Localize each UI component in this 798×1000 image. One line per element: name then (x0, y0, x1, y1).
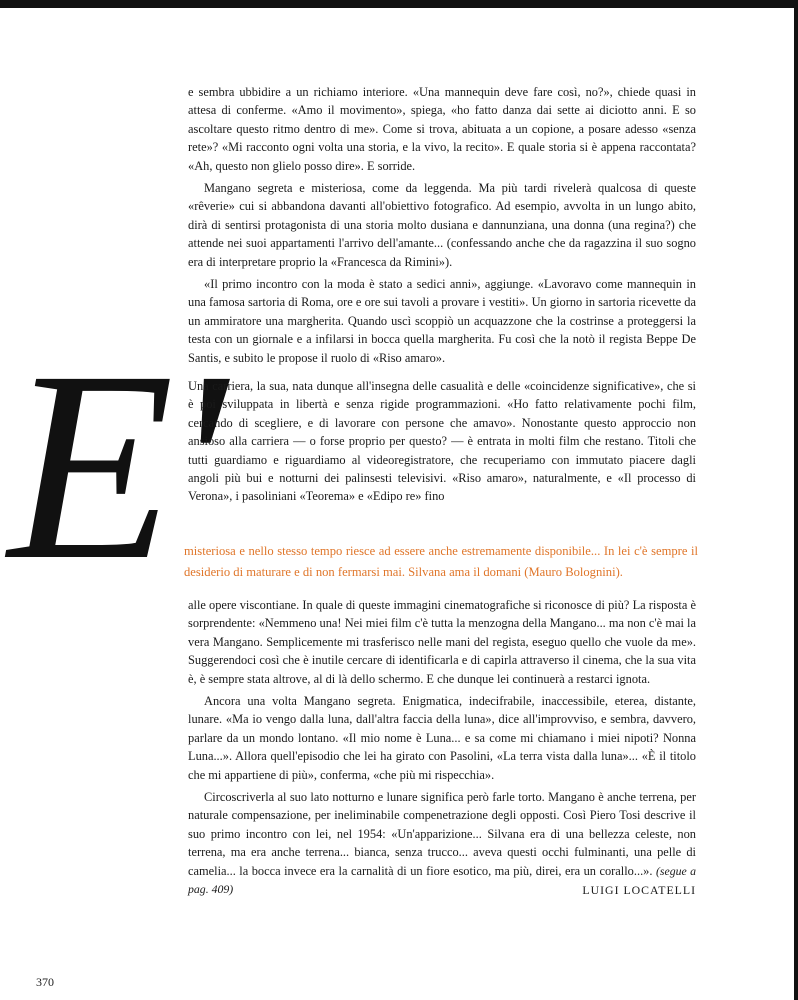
article-paragraph: Ancora una volta Mangano segreta. Enigmatica, indecifrabile, inaccessibile, eterea, distante, lunare. «Ma io vengo dalla luna, dall'altra faccia della luna», dice all'improvviso, e sembra, davvero, parlare da un mondo lontano. «Il mio nome è Luna... e sa come mi chiamano i miei nipoti? Nonna Luna...». Allora quell'episodio che lei ha girato con Pasolini, «La terra vista dalla luna»... «È il titolo che mi appartiene di più», conferma, «che più mi rispecchia». (188, 694, 696, 782)
article-paragraph: e sembra ubbidire a un richiamo interiore. «Una mannequin deve fare così, no?», chiede quasi in attesa di conferme. «Amo il movimento», spiega, «ho fatto danza dai sette ai diciotto anni. E so ascoltare questo ritmo dentro di me». Come si trova, abituata a un copione, a posare adesso «senza rete»? «Mi racconto ogni volta una storia, e la vivo, la recito». E quale storia si è appena raccontata? «Ah, questo non glielo posso dire». E sorride. (188, 85, 696, 173)
author-name: LUIGI LOCATELLI (582, 882, 696, 897)
article-paragraph: alle opere viscontiane. In quale di queste immagini cinematografiche si riconosce di più? La risposta è sorprendente: «Nemmeno una! Nei miei film c'è tutta la menzogna della Mangano... ma non c'è mai la vera Mangano. Semplicemente mi trasferisco nelle mani del regista, eseguo quello che vuole da me». Suggerendoci così che è inutile cercare di identificarla e di capirla attraverso il cinema, che la sua vita è, è sempre stata altrove, al di là dello schermo. E che dunque lei continuerà a restarci ignota. (188, 598, 696, 686)
article-bottom-block (188, 596, 696, 899)
pull-quote-text: misteriosa e nello stesso tempo riesce ad essere anche estremamente disponibile... In lei c'è sempre il desiderio di maturare e di non fermarsi mai. Silvana ama il domani (Mauro Bolognini). (184, 544, 698, 579)
article-paragraph: Una carriera, la sua, nata dunque all'insegna delle casualità e delle «coincidenze significative», che si è poi sviluppata in libertà e senza rigide programmazioni. «Ho fatto relativamente pochi film, cercando di scegliere, e di lavorare con persone che amavo». Nonostante questo approccio non ansioso alla carriera — o forse proprio per questo? — è entrata in molti film che restano. Titoli che tutti guardiamo e riguardiamo al videoregistratore, che recuperiamo con immutato piacere dagli angoli più bui e notturni dei palinsesti televisivi. «Riso amaro», naturalmente, e «Il processo di Verona», i pasoliniani «Teorema» e «Edipo re» fino (188, 379, 696, 504)
page-top-border (0, 0, 798, 8)
article-side-block (188, 377, 696, 506)
article-paragraph: Mangano segreta e misteriosa, come da leggenda. Ma più tardi rivelerà qualcosa di queste «rêverie» cui si abbandona davanti all'obiettivo fotografico. Ad esempio, avvolta in un lungo abito, dirà di sentirsi protagonista di una storia molto dusiana e dannunziana, una donna (una regina?) che attende nei suoi appartamenti l'arrivo dell'amante... (confessando anche che da ragazzina il suo sogno era di interpretare proprio la «Francesca da Rimini»). (188, 181, 696, 269)
drop-cap-letter: E' (8, 315, 221, 616)
continuation-note: (segue a pag. 409) (188, 863, 696, 897)
page-right-border (794, 0, 798, 1000)
article-paragraph: «Il primo incontro con la moda è stato a sedici anni», aggiunge. «Lavoravo come mannequin in una famosa sartoria di Roma, ore e ore sui tavoli a provare i vestiti». Un giorno in sartoria ricevette da un ammiratore una margherita. Quando uscì scoppiò un acquazzone che la costrinse a proteggersi la testa con un giornale e a infilarsi in bocca quella margherita. Fu così che la notò il regista Beppe De Santis, e subito le propose il ruolo di «Riso amaro». (188, 277, 696, 365)
article-paragraph-text: Circoscriverla al suo lato notturno e lunare significa però farle torto. Mangano è anche terrena, per naturale compensazione, per ineliminabile compenetrazione degli opposti. Così Piero Tosi descrive il suo primo incontro con lei, nel 1954: «Un'apparizione... Silvana era di una bellezza celeste, non terrena, ma era anche terrena... bianca, senza trucco... aveva questi occhi fulminanti, una pelle di camelia... la bocca invece era la carnalità di un fiore esotico, ma più, direi, era un corallo...». (188, 790, 696, 878)
pull-quote (184, 541, 698, 583)
article-top-block (188, 83, 696, 367)
page-number: 370 (36, 975, 54, 989)
